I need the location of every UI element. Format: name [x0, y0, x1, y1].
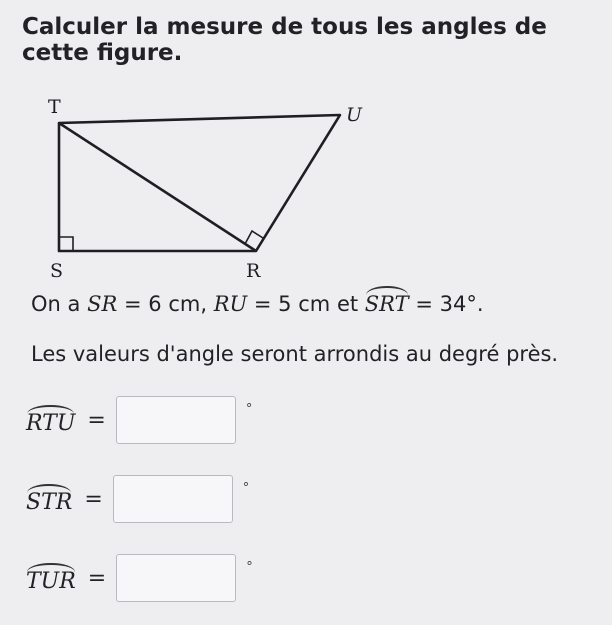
segment-ru-unit: cm	[298, 292, 331, 316]
given-statement: On a SR = 6 cm, RU = 5 cm et SRT = 34°.	[31, 286, 484, 316]
answer-row-rtu	[26, 394, 252, 446]
segment-ru-name: RU	[213, 292, 248, 316]
answer-input-str[interactable]	[113, 475, 233, 523]
answer-input-tur[interactable]	[116, 554, 236, 602]
given-connector: et	[336, 292, 359, 316]
right-angle-mark-s	[59, 237, 73, 251]
answer-input-rtu[interactable]	[116, 396, 236, 444]
vertex-label-r: R	[246, 260, 261, 282]
given-intro: On a	[31, 292, 81, 316]
equals-sign: =	[87, 565, 107, 591]
answer-row-str	[26, 473, 249, 525]
given-angle-name: SRT	[365, 286, 409, 316]
rounding-instructions: Les valeurs d'angle seront arrondis au degré près.	[31, 342, 559, 366]
equals-sign: =	[87, 407, 106, 433]
segment-sr-name: SR	[87, 292, 118, 316]
answer-label-str: STR	[26, 484, 72, 515]
answer-row-tur	[26, 552, 253, 604]
segment-ru-value: 5	[278, 292, 292, 316]
answer-label-rtu: RTU	[26, 405, 75, 436]
equals-sign: =	[84, 486, 103, 512]
problem-title: Calculer la mesure de tous les angles de cette figure.	[22, 14, 547, 66]
segment-tr	[59, 123, 256, 251]
degree-symbol: °	[246, 560, 253, 575]
degree-symbol: °	[242, 481, 250, 496]
segment-sr-value: 6	[148, 292, 162, 316]
segment-sr-unit: cm,	[168, 292, 207, 316]
answer-label-tur: TUR	[26, 563, 76, 594]
vertex-label-t: T	[48, 96, 61, 118]
degree-symbol: °	[245, 402, 253, 417]
given-angle-value: 34°.	[439, 292, 484, 316]
quadrilateral-stur	[59, 115, 340, 251]
vertex-label-u: U	[346, 104, 363, 126]
vertex-label-s: S	[50, 260, 64, 282]
